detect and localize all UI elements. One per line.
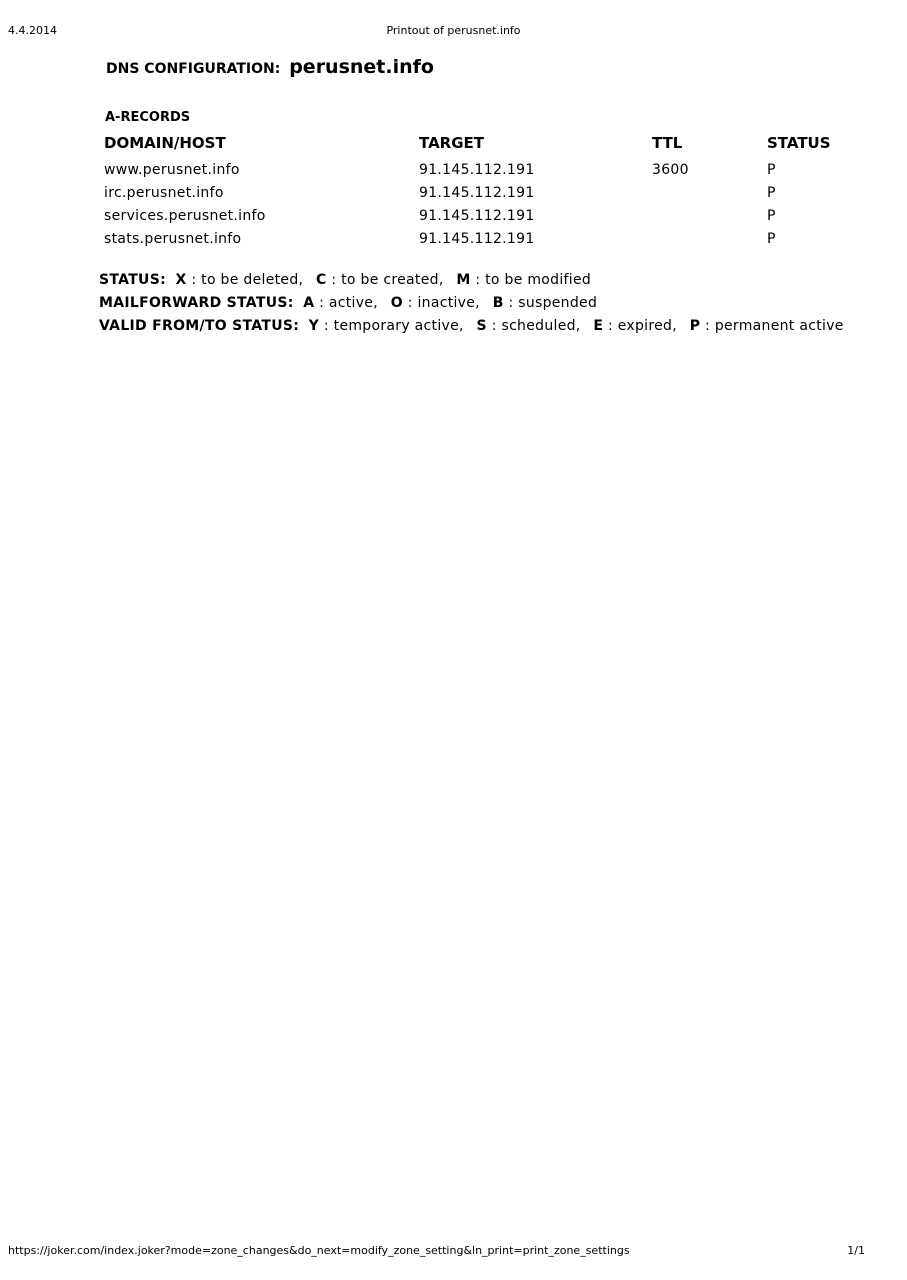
legend-label: MAILFORWARD STATUS: [99,295,294,311]
legend-code: Y [308,318,320,334]
page-title [106,56,434,78]
footer-url: https://joker.com/index.joker?mode=zone_changes&do_next=modify_zone_setting&ln_print=print_zone_settings [8,1244,630,1257]
legend-code: O [390,295,403,311]
legend-mailforward: MAILFORWARD STATUS: A : active, O : inactive, B : suspended [99,295,598,311]
host-cell: services.perusnet.info [104,207,266,224]
legend-desc: scheduled, [501,318,581,334]
table-row [104,227,864,250]
target-cell: 91.145.112.191 [419,207,535,224]
table-row [104,204,864,227]
footer-page-number: 1/1 [847,1244,865,1257]
target-cell: 91.145.112.191 [419,184,535,201]
legend-desc: to be modified [485,272,592,288]
target-cell: 91.145.112.191 [419,161,535,178]
legend-desc: to be created, [341,272,444,288]
legend-desc: suspended [518,295,598,311]
table-row [104,154,864,181]
legend-desc: permanent active [714,318,844,334]
target-cell: 91.145.112.191 [419,230,535,247]
a-records-table [104,132,864,250]
legend-label: VALID FROM/TO STATUS: [99,318,300,334]
status-cell: P [767,161,776,178]
legend-code: M [456,272,471,288]
print-title: Printout of perusnet.info [386,24,521,37]
column-header-status: STATUS [767,134,831,152]
status-cell: P [767,230,776,247]
legend-code: P [689,318,701,334]
page-title-domain: perusnet.info [289,56,434,78]
status-cell: P [767,207,776,224]
print-date: 4.4.2014 [8,24,57,37]
ttl-cell: 3600 [652,161,689,178]
legend-code: E [593,318,604,334]
legend-desc: inactive, [417,295,480,311]
host-cell: www.perusnet.info [104,161,240,178]
column-header-target: TARGET [419,134,485,152]
legend-code: S [476,318,487,334]
status-cell: P [767,184,776,201]
table-header-row [104,132,864,154]
a-records-heading: A-RECORDS [105,110,191,125]
legend-code: B [492,295,504,311]
host-cell: irc.perusnet.info [104,184,224,201]
legend-desc: expired, [617,318,677,334]
legend-code: C [316,272,327,288]
status-legend [99,272,852,341]
column-header-domain-host: DOMAIN/HOST [104,134,226,152]
legend-valid: VALID FROM/TO STATUS: Y : temporary active, S : scheduled, E : expired, P : permanent active [99,318,844,334]
legend-code: A [303,295,315,311]
legend-desc: temporary active, [333,318,464,334]
legend-code: X [175,272,187,288]
ttl-cell [652,227,767,250]
legend-status: STATUS: X : to be deleted, C : to be created, M : to be modified [99,272,592,288]
legend-label: STATUS: [99,272,166,288]
host-cell: stats.perusnet.info [104,230,242,247]
table-row [104,181,864,204]
legend-desc: active, [328,295,378,311]
ttl-cell [652,181,767,204]
ttl-cell [652,204,767,227]
column-header-ttl: TTL [652,134,683,152]
legend-desc: to be deleted, [201,272,304,288]
page-title-label: DNS CONFIGURATION: [106,61,281,77]
